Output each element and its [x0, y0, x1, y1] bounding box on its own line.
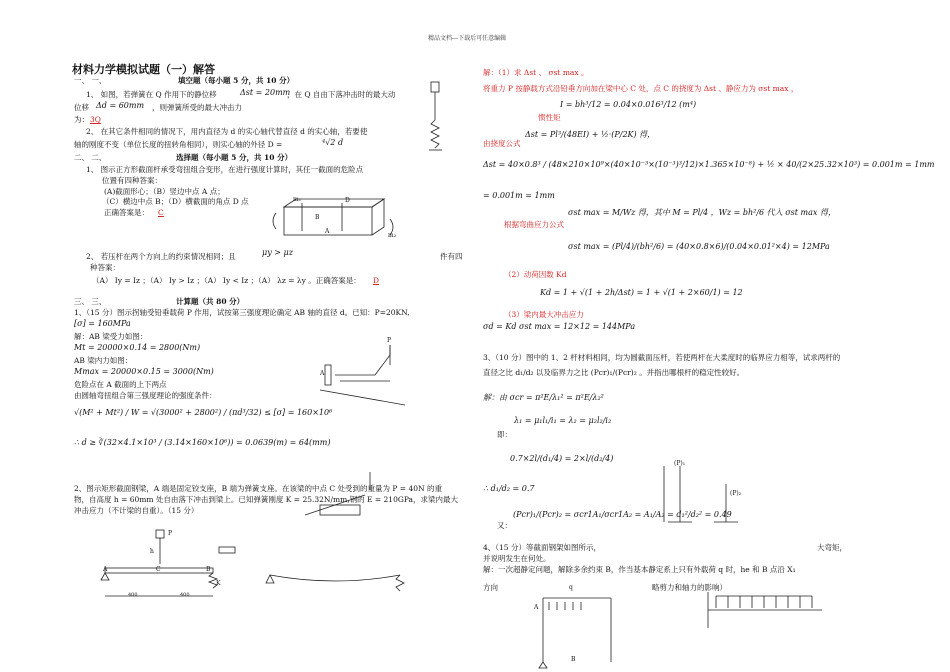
s2-text-a: 2、 若压杆在两个方向上的约束情况相同；且 — [86, 252, 236, 261]
r-deflection-pre: 由挠度公式 — [483, 139, 521, 148]
c2-text-c: 冲击应力（不计梁的自重）。（15 分） — [74, 506, 199, 515]
q1-answer: 3Q — [90, 115, 101, 124]
beam-length-2: 400 — [180, 592, 190, 598]
crank-figure — [315, 335, 465, 405]
section-rect — [219, 547, 235, 553]
frame-figure-left — [535, 590, 625, 670]
r-deflection-result: = 0.001m = 1mm — [483, 191, 555, 200]
beam-length-1: 400 — [128, 592, 138, 598]
q1-text-a: 1、 如图，若弹簧在 Q 作用下的静位移 — [86, 90, 217, 99]
r-inertia-formula: I = bh³/12 = 0.04×0.016³/12 (m⁴) — [560, 100, 697, 109]
crank-label-p: P — [387, 337, 392, 344]
page-header: 精品文档---下载后可任意编辑 — [428, 35, 507, 42]
c1-internal-force: AB 梁内力如图： — [74, 356, 133, 365]
c1-formula-2: ∴ d ≥ ∛(32×4.1×10³ / (3.14×160×10⁶)) = 0.0639(m) = 64(mm) — [74, 438, 331, 447]
spring-coil — [431, 120, 439, 148]
label-d: D — [345, 197, 350, 204]
c1-solution: 解：AB 梁受力如图： — [74, 332, 148, 341]
s1-answer-label: 正确答案是： — [104, 208, 149, 217]
s2-mu-condition: μy > μz — [262, 248, 293, 257]
label-m2: m₂ — [388, 232, 397, 239]
c1-formula-1: √(M² + Mt²) / W = √(3000² + 2800²) / (πd³/32) ≤ [σ] = 160×10⁶ — [74, 408, 333, 417]
deflected-beam — [270, 575, 400, 581]
r-inertia-label: 惯性矩 — [538, 113, 561, 122]
c2-text-a: 2、图示矩形截面钢梁，A 端是固定铰支座，B 端为弹簧支座。在该梁的中点 C 处受到的重量为 P = 40N 的重 — [74, 484, 442, 493]
s2-options: （A） Iy = Iz ；（A） Iy > Iz ；（A） Iy < Iz ；（A） λz = λy 。正确答案是： — [92, 276, 361, 285]
falling-weight — [156, 530, 164, 538]
left-pin — [266, 575, 274, 583]
r-deflection-calc: Δst = 40×0.8³ / (48×210×10⁹×(40×10⁻³×(10⁻³)³/12)×1.365×10⁻⁸) + ½ × 40/(2×25.32×10³) = 0.001m = 1mm — [483, 160, 935, 169]
spring-figure — [428, 80, 448, 170]
q1-text-b: ，在 Q 自由下落冲击时的最大动 — [287, 90, 396, 99]
ground-line — [320, 390, 405, 405]
q2-text-b: 轴的刚度不变（单位长度的扭转角相同），则实心轴的外径 D = — [74, 140, 283, 149]
section-3-number: 三、 三、 — [74, 297, 107, 306]
label-b: B — [315, 214, 320, 221]
section-2-number: 二、 二、 — [74, 153, 107, 162]
beam-label-a: A — [103, 566, 108, 573]
c1-text-a: 1、（15 分）图示拐轴受铅垂载荷 P 作用，试按第三强度理论确定 AB 轴的直径 d。已知：P=20KN, — [74, 308, 410, 317]
r-deflection-formula: Δst = Pl³/(48EI) + ½·(P/2K) 得， — [525, 130, 656, 139]
beam-label-b: B — [206, 566, 211, 573]
r3-critical-stress: 解：由 σcr = π²E/λ₁² = π²E/λ₂² — [483, 393, 604, 402]
frame-load-arrows — [549, 602, 581, 610]
right-spring — [396, 575, 404, 591]
q1-dynamic-deflection: Δd = 60mm — [96, 101, 145, 110]
crank-support — [325, 365, 331, 385]
r4-text-a: 4、（15 分）等截面钢架如图所示， — [483, 543, 601, 552]
r3-force-ratio: (Pcr)₁/(Pcr)₂ = σcr1A₁/σcr1A₂ = A₁/A₂ = d₁²/d₂² = 0.49 — [513, 510, 732, 519]
q2-answer: ⁴√2 d — [322, 138, 344, 147]
r3-that-is: 即： — [497, 430, 512, 439]
beam-label-c: C — [156, 566, 161, 573]
r-step-1: 解：（1）求 Δst 、 σst max 。 — [483, 68, 589, 77]
distributed-load-arrows — [716, 596, 812, 608]
r3-text-b: 直径之比 d₁/d₂ 以及临界力之比 (Pcr)₁/(Pcr)₂ 。并指出哪根杆的稳定性较好。 — [483, 368, 745, 377]
s2-answer: D — [373, 276, 380, 285]
r4-text-b: 并说明发生在何处。 — [483, 554, 551, 563]
frame-pin — [539, 662, 547, 668]
label-m1: m₁ — [293, 196, 302, 203]
r3-and: 又： — [497, 521, 512, 530]
q1-text-c: 位移 — [74, 103, 89, 112]
frame-figure-right — [700, 590, 830, 630]
label-pcr2: (P)₂ — [730, 490, 742, 497]
q1-static-deflection: Δst = 20mm — [240, 88, 291, 97]
r3-diameter-ratio: ∴ d₁/d₂ = 0.7 — [483, 484, 535, 493]
r-bending-pre: 根据弯曲应力公式 — [504, 220, 564, 229]
bar-side — [372, 199, 384, 235]
section-3-title: 计算题（共 80 分） — [176, 297, 245, 306]
beam-label-p: P — [168, 530, 173, 537]
diagram-box — [320, 505, 360, 515]
s1-text-b: 位置有四种答案： — [102, 176, 162, 185]
section-2-title: 选择题（每小题 5 分，共 10 分） — [176, 153, 293, 162]
c2-text-b: 物，自高度 h = 60mm 处自由落下冲击到梁上。已知弹簧刚度 K = 25.32N/mm,钢的 E = 210GPa，求梁内最大 — [74, 495, 459, 504]
pin-support — [101, 573, 109, 580]
r-step-1-desc: 将重力 P 按静载方式沿铅垂方向加在梁中心 C 处，点 C 的挠度为 Δst 、静应力为 σst max ， — [483, 84, 799, 93]
c1-allowable-stress: [σ] = 160MPa — [74, 319, 131, 328]
beam-section — [218, 545, 238, 559]
load-diagram — [300, 470, 380, 530]
weight-block — [431, 82, 439, 92]
r-step-3: （3）梁内最大冲击应力 — [504, 310, 584, 319]
q1-text-e: 为： — [74, 115, 89, 124]
frame-label-b: B — [571, 656, 576, 663]
doc-title: 材料力学模拟试题（一）解答 — [72, 63, 215, 76]
r4-text-tail-2: 略剪力和轴力的影响） — [652, 583, 727, 592]
r4-text-d: 方向 — [483, 583, 498, 592]
c1-condition: 由圆轴弯扭组合第三强度理论的强度条件： — [74, 391, 217, 400]
s1-answer: C — [158, 208, 164, 217]
s1-option-2: （C）横边中点 B；（D）横截面的角点 D 点 — [102, 197, 249, 206]
r-static-stress: σst max = (Pl/4)/(bh²/6) = (40×0.8×6)/(0.04×0.01²×4) = 12MPa — [568, 242, 830, 251]
section-1-title: 填空题（每小题 5 分，共 10 分） — [178, 76, 295, 85]
moment-arrow-left — [273, 213, 276, 229]
q1-text-d: ，则弹簧所受的最大冲击力 — [152, 103, 242, 112]
frame-label-a: A — [534, 604, 539, 611]
r3-slenderness: λ₁ = μ₁l₁/i₁ = λ₂ = μ₂l₂/i₂ — [514, 416, 612, 425]
s1-option-1: (A)截面形心；（B）竖边中点 A 点； — [104, 187, 225, 196]
r4-text-tail: 大弯矩， — [817, 543, 847, 552]
beam-label-k: K — [216, 580, 221, 587]
r4-text-c: 解：一次超静定问题，解除多余约束 B，作当基本静定系上只有外载荷 q 时，he 和 B 点沿 X₁ — [483, 565, 796, 574]
s2-text-b: 种答案： — [90, 263, 120, 272]
s1-text-a: 1、 图示正方形截面杆承受弯扭组合变形，在进行强度计算时，其任一截面的危险点 — [86, 165, 364, 174]
c1-max-moment: Mmax = 20000×0.15 = 3000(Nm) — [74, 367, 214, 376]
r3-ratio-eq: 0.7×2l/(d₁/4) = 2×l/(d₂/4) — [510, 454, 614, 463]
beam-label-h: h — [150, 548, 154, 555]
frame-label-q: q — [569, 584, 573, 591]
beam-figure — [100, 528, 230, 608]
r-bending-formula: σst max = M/Wz 得，其中 M = Pl/4 ，Wz = bh²/6 代入 σst max 得， — [568, 208, 836, 217]
section-1-number: 一、 一、 — [74, 76, 107, 85]
crank-axis — [335, 345, 390, 375]
r-dynamic-factor: Kd = 1 + √(1 + 2h/Δst) = 1 + √(1 + 2×60/1) = 12 — [540, 288, 743, 297]
beam-deformed-figure — [265, 565, 405, 595]
q2-text-a: 2、 在其它条件相同的情况下，用内直径为 d 的实心轴代替直径 d 的实心轴，若要使 — [86, 127, 368, 136]
c1-torque: Mt = 20000×0.14 = 2800(Nm) — [74, 343, 201, 352]
s2-text-tail: 件有四 — [440, 252, 463, 261]
c1-danger-point: 危险点在 A 截面的上下两点 — [74, 380, 167, 389]
label-a: A — [325, 228, 330, 235]
r-impact-stress: σd = Kd σst max = 12×12 = 144MPa — [483, 322, 636, 331]
crank-label-a: A — [320, 370, 325, 377]
r3-text-a: 3、（10 分）图中的 1、2 杆材料相同，均为圆截面压杆，若使两杆在大柔度时的临界应力相等，试求两杆的 — [483, 353, 841, 362]
r-step-2: （2）动荷因数 Kd — [504, 270, 567, 279]
label-pcr1: (P)₁ — [674, 460, 686, 467]
